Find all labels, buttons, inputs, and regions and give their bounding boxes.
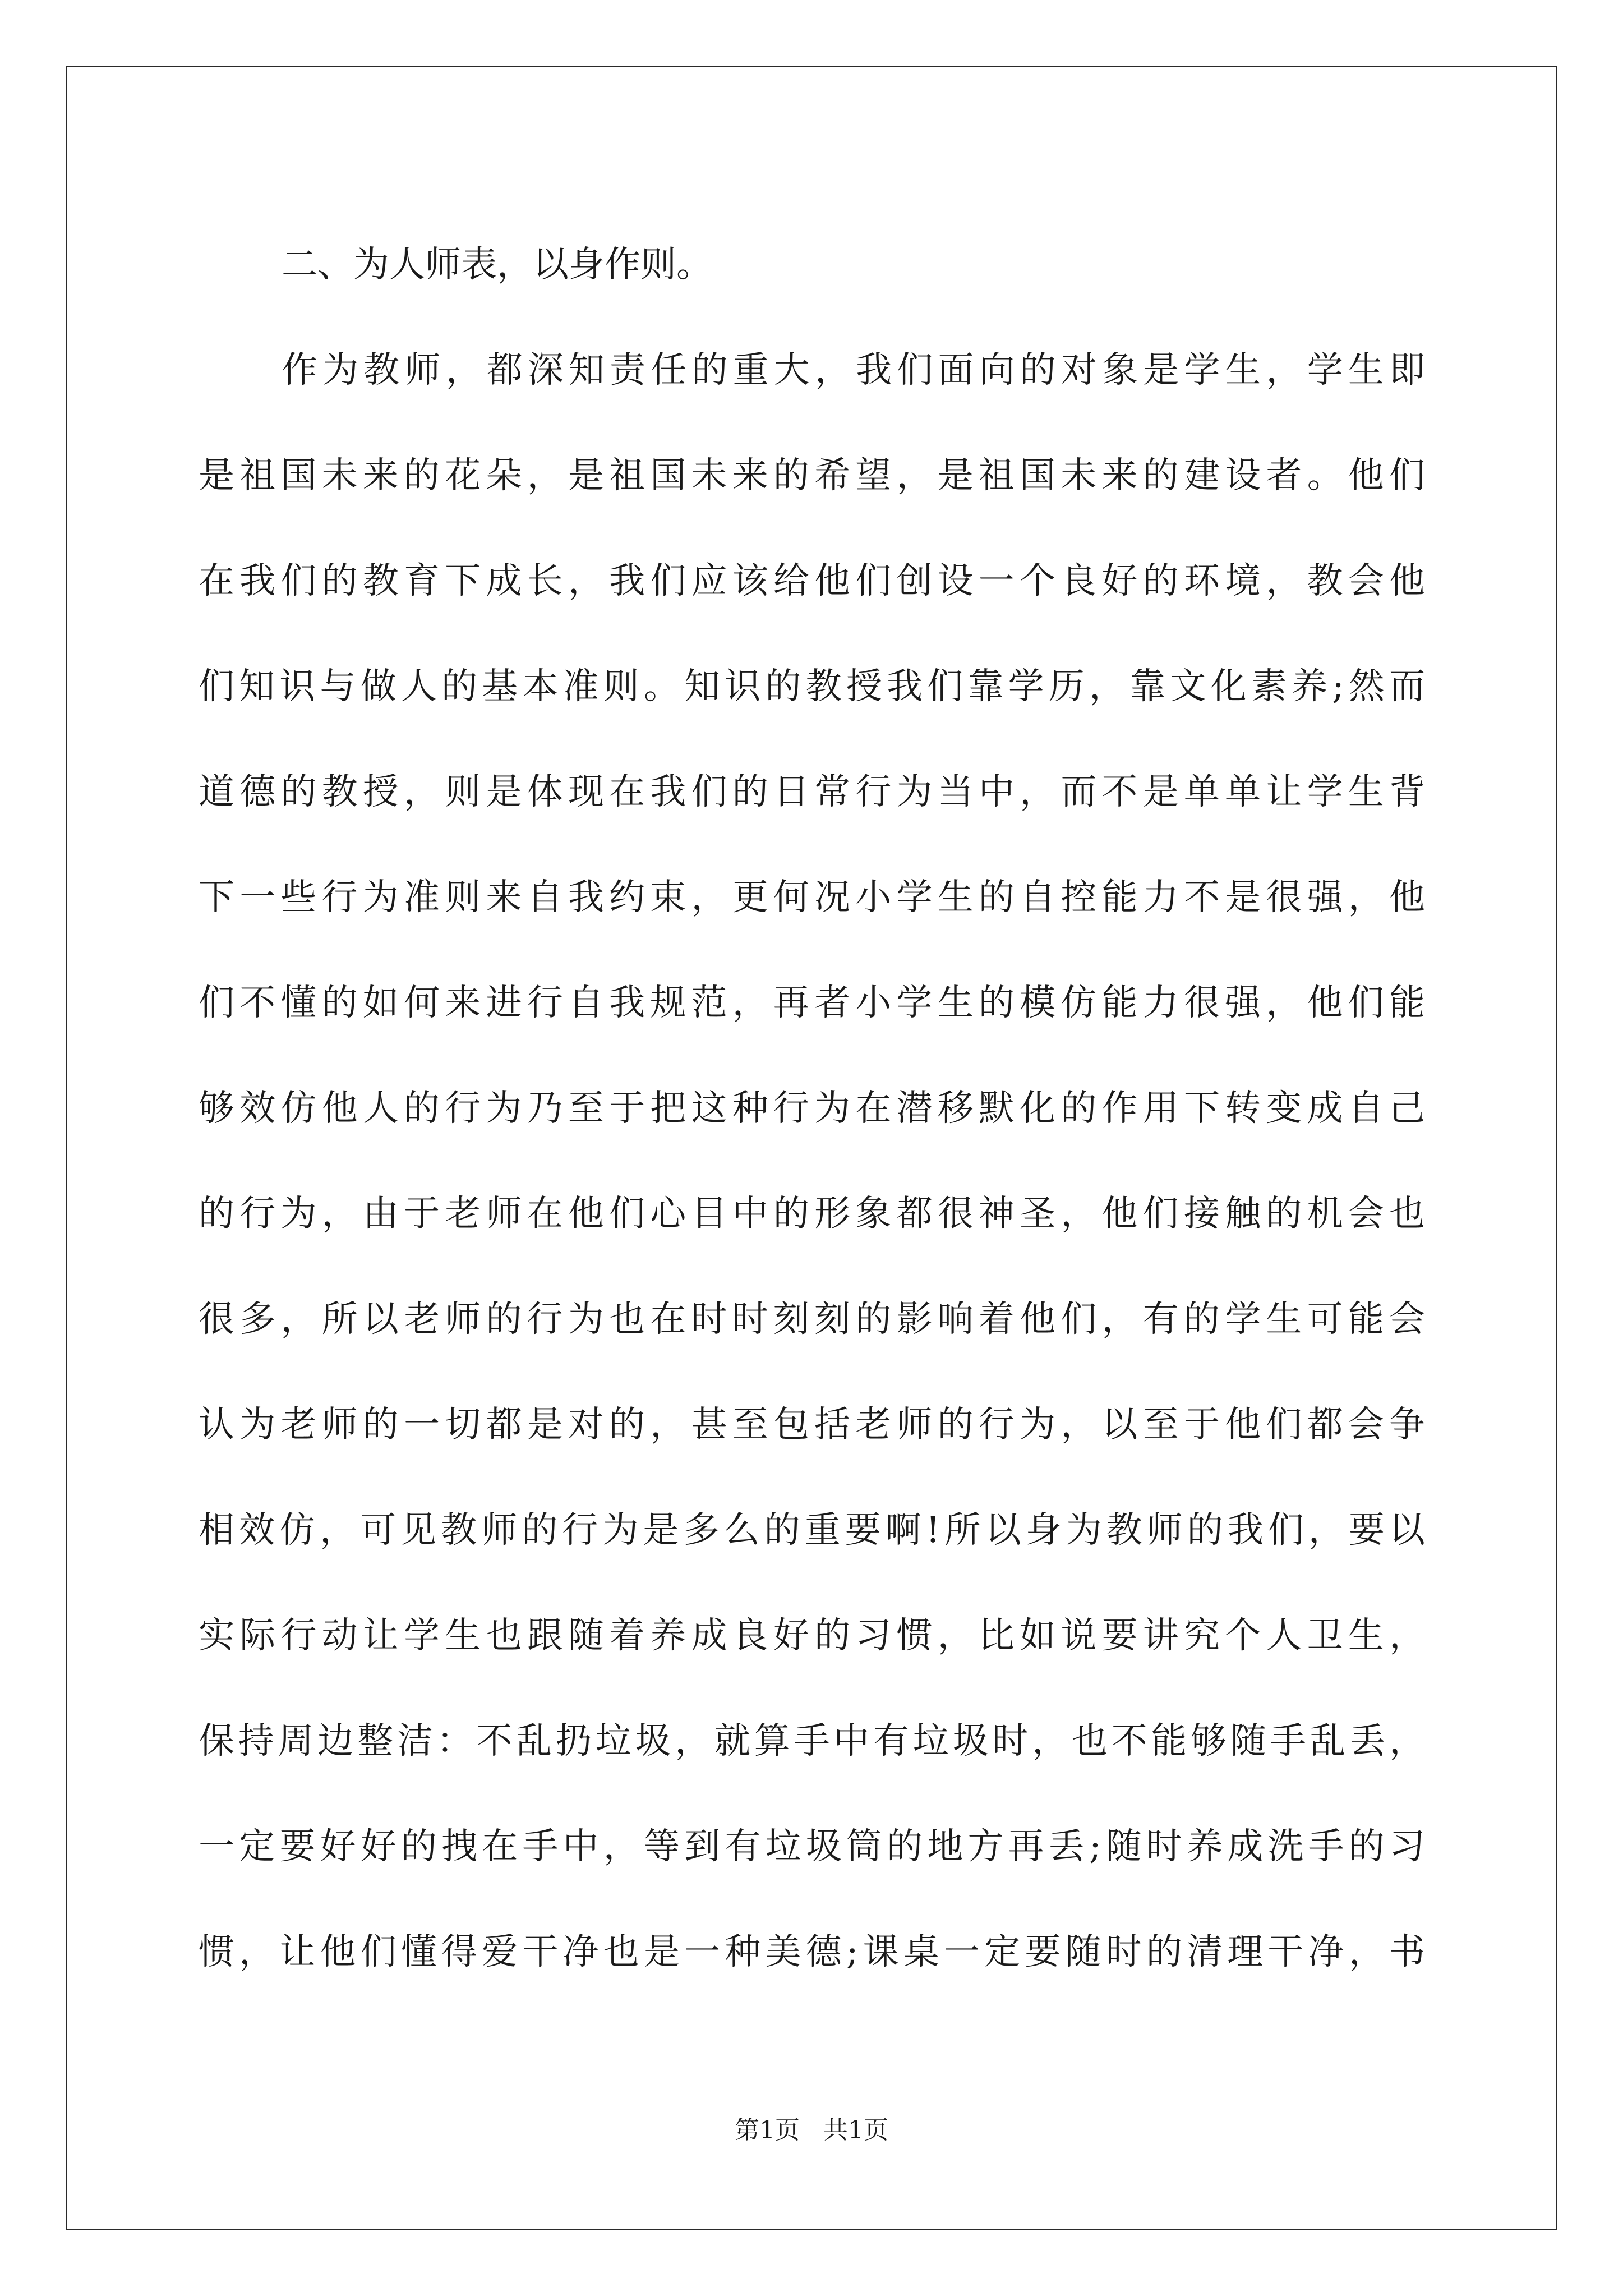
section-heading: 二、为人师表，以身作则。 xyxy=(282,244,712,286)
paragraph-line-1: 作为教师，都深知责任的重大，我们面向的对象是学生，学生即 xyxy=(282,349,1425,391)
paragraph-line-4: 们知识与做人的基本准则。知识的教授我们靠学历，靠文化素养;然而 xyxy=(199,666,1425,707)
paragraph-line-16: 惯，让他们懂得爱干净也是一种美德;课桌一定要随时的清理干净，书 xyxy=(199,1931,1425,1973)
paragraph-line-14: 保持周边整洁：不乱扔垃圾，就算手中有垃圾时，也不能够随手乱丢， xyxy=(199,1720,1425,1762)
paragraph-line-11: 认为老师的一切都是对的，甚至包括老师的行为，以至于他们都会争 xyxy=(199,1404,1425,1446)
paragraph-line-5: 道德的教授，则是体现在我们的日常行为当中，而不是单单让学生背 xyxy=(199,771,1425,813)
paragraph-line-12: 相效仿，可见教师的行为是多么的重要啊!所以身为教师的我们，要以 xyxy=(199,1510,1425,1551)
paragraph-line-6: 下一些行为准则来自我约束，更何况小学生的自控能力不是很强，他 xyxy=(199,877,1425,918)
paragraph-line-8: 够效仿他人的行为乃至于把这种行为在潜移默化的作用下转变成自己 xyxy=(199,1088,1425,1129)
paragraph-line-9: 的行为，由于老师在他们心目中的形象都很神圣，他们接触的机会也 xyxy=(199,1193,1425,1235)
paragraph-line-7: 们不懂的如何来进行自我规范，再者小学生的模仿能力很强，他们能 xyxy=(199,982,1425,1024)
document-body xyxy=(199,212,1425,2005)
paragraph-line-13: 实际行动让学生也跟随着养成良好的习惯，比如说要讲究个人卫生， xyxy=(199,1615,1425,1657)
paragraph-line-2: 是祖国未来的花朵，是祖国未来的希望，是祖国未来的建设者。他们 xyxy=(199,455,1425,496)
paragraph-line-3: 在我们的教育下成长，我们应该给他们创设一个良好的环境，教会他 xyxy=(199,560,1425,602)
page-number-footer: 第1页 共1页 xyxy=(735,2116,888,2145)
paragraph-line-10: 很多，所以老师的行为也在时时刻刻的影响着他们，有的学生可能会 xyxy=(199,1299,1425,1340)
paragraph-line-15: 一定要好好的拽在手中，等到有垃圾筒的地方再丢;随时养成洗手的习 xyxy=(199,1826,1425,1867)
